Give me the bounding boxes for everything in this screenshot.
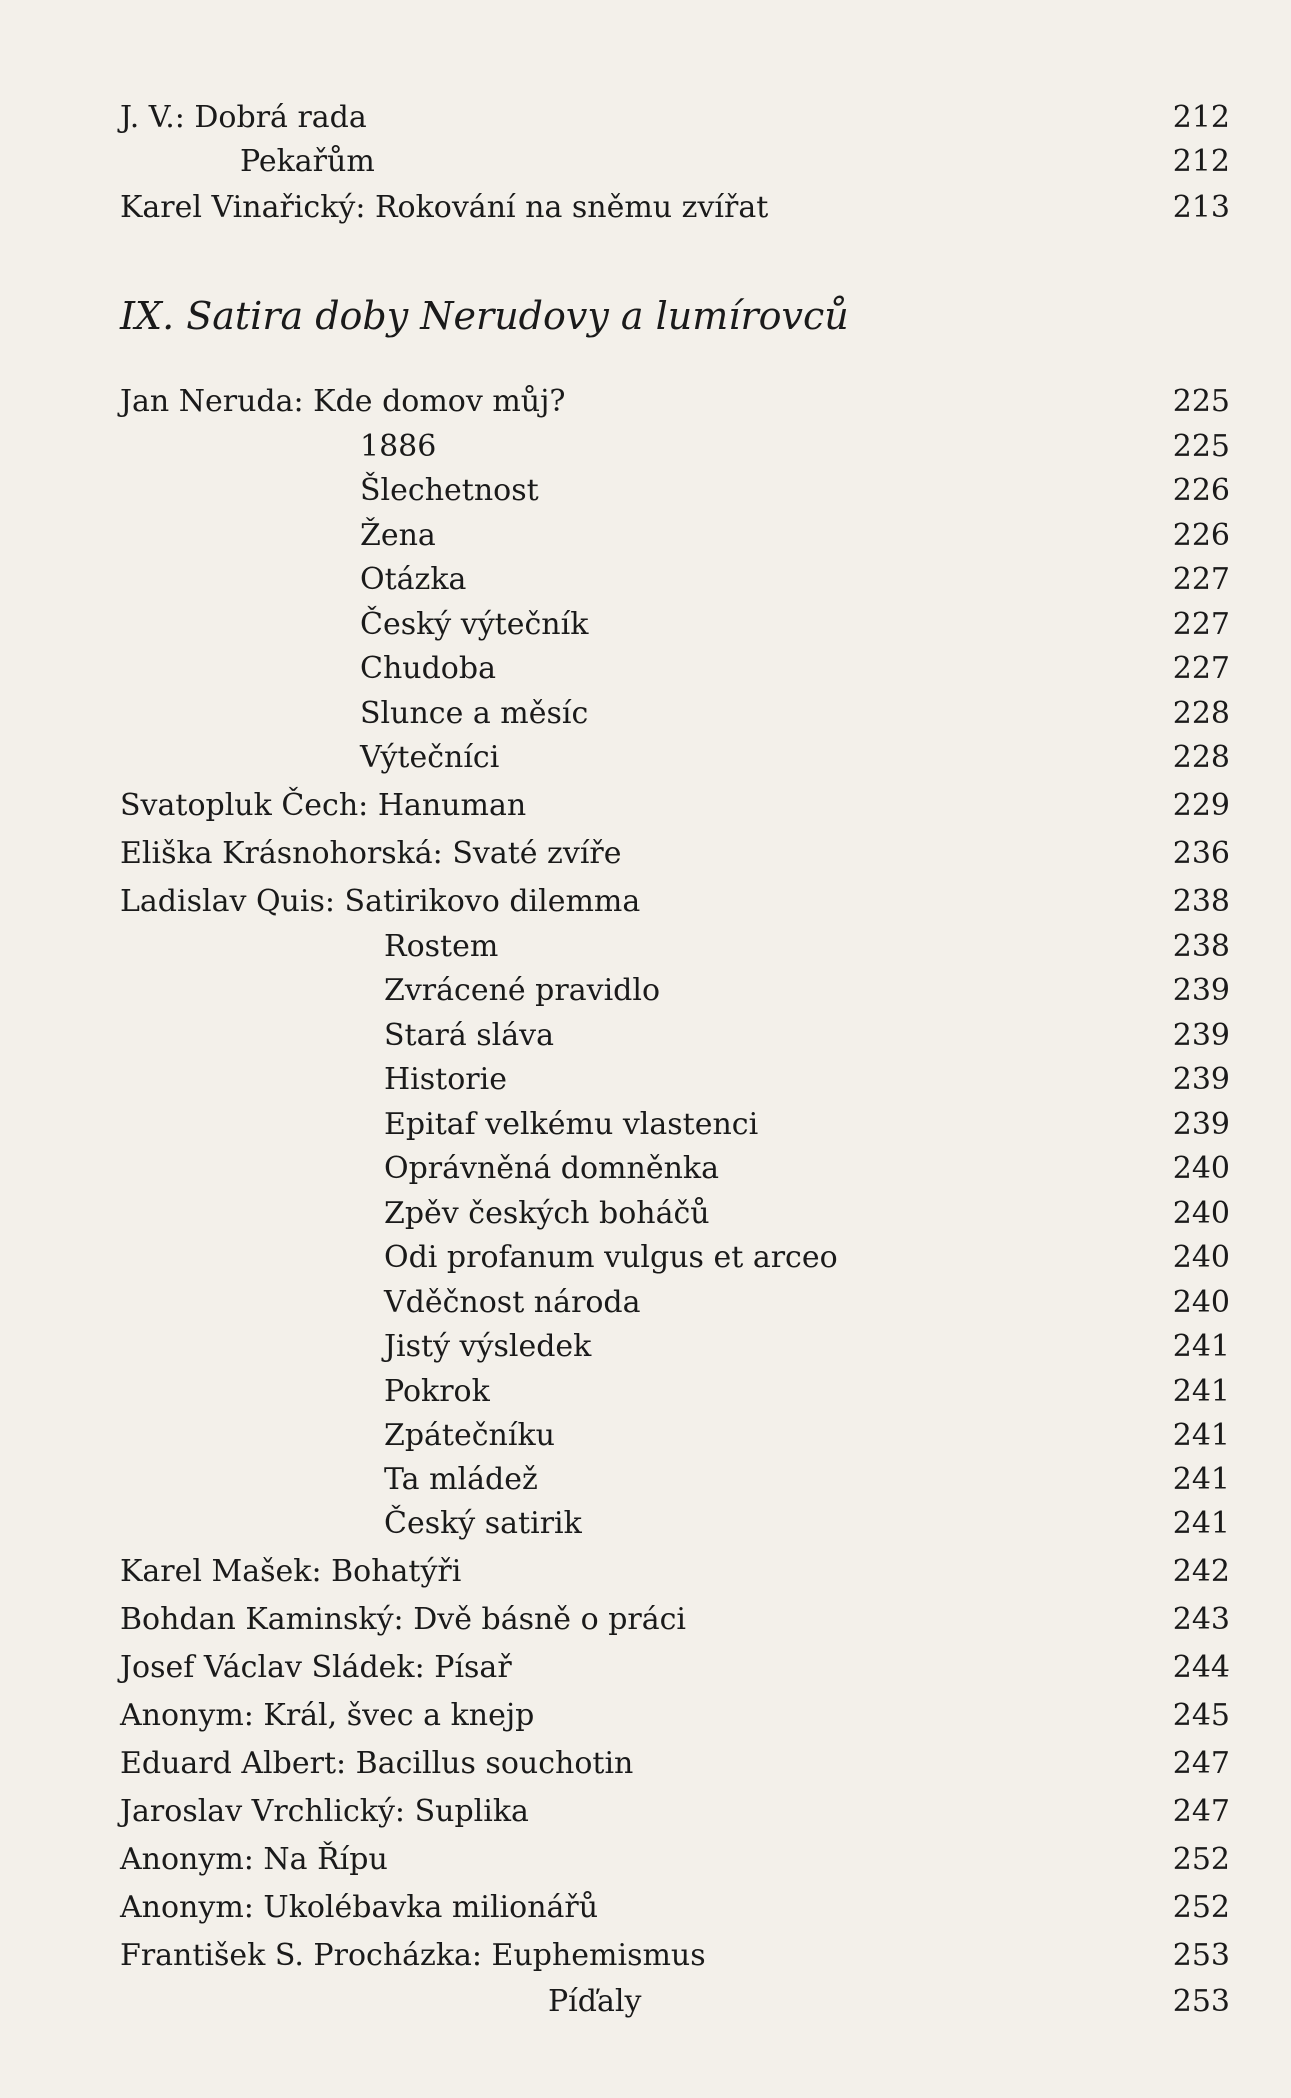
- toc-entry: [120, 514, 1230, 558]
- toc-entry-page: 252: [1172, 1842, 1230, 1877]
- toc-entry-title: Jistý výsledek: [384, 1329, 592, 1364]
- toc-entry-title: Zpěv českých boháčů: [384, 1196, 710, 1231]
- toc-entry-page: 247: [1172, 1794, 1230, 1829]
- toc-entry-page: 213: [1172, 190, 1230, 225]
- toc-entry-title: Slunce a měsíc: [360, 696, 589, 731]
- toc-entry: [120, 647, 1230, 691]
- toc-entry-page: 252: [1172, 1890, 1230, 1925]
- toc-entry-title: Český výtečník: [360, 607, 589, 642]
- section-heading: IX. Satira doby Nerudovy a lumírovců: [120, 294, 849, 338]
- toc-entry-page: 253: [1172, 1938, 1230, 1973]
- toc-entry-title: Eliška Krásnohorská: Svaté zvíře: [120, 836, 622, 871]
- toc-entry: [120, 1458, 1230, 1502]
- toc-entry: [120, 1934, 1230, 1978]
- toc-entry-page: 238: [1172, 929, 1230, 964]
- toc-entry-page: 243: [1172, 1602, 1230, 1637]
- toc-entry-title: Výtečníci: [360, 740, 500, 775]
- toc-entry: [120, 1742, 1230, 1786]
- toc-entry-page: 236: [1172, 836, 1230, 871]
- toc-entry-title: Anonym: Na Řípu: [120, 1842, 388, 1877]
- toc-entry-title: Jan Neruda: Kde domov můj?: [120, 384, 566, 419]
- toc-entry: [120, 1236, 1230, 1280]
- toc-entry-title: Stará sláva: [384, 1018, 554, 1053]
- toc-entry: [120, 425, 1230, 469]
- toc-entry-page: 239: [1172, 973, 1230, 1008]
- toc-entry: [120, 1502, 1230, 1546]
- toc-entry-title: Svatopluk Čech: Hanuman: [120, 788, 527, 823]
- toc-entry-title: Žena: [360, 518, 436, 553]
- toc-entry-title: Zpátečníku: [384, 1418, 555, 1453]
- toc-entry: [120, 186, 1230, 230]
- toc-entry: [120, 558, 1230, 602]
- toc-entry-page: 227: [1172, 651, 1230, 686]
- toc-entry-page: 242: [1172, 1554, 1230, 1589]
- toc-entry-page: 247: [1172, 1746, 1230, 1781]
- toc-entry: [120, 1058, 1230, 1102]
- toc-entry-page: 240: [1172, 1285, 1230, 1320]
- toc-entry-page: 225: [1172, 429, 1230, 464]
- toc-entry-page: 238: [1172, 884, 1230, 919]
- toc-entry-page: 226: [1172, 518, 1230, 553]
- toc-entry-title: Karel Vinařický: Rokování na sněmu zvířat: [120, 190, 769, 225]
- toc-entry-title: J. V.: Dobrá rada: [120, 100, 367, 135]
- toc-entry-title: Jaroslav Vrchlický: Suplika: [120, 1794, 529, 1829]
- toc-entry: [120, 1370, 1230, 1414]
- toc-entry: [120, 1646, 1230, 1690]
- toc-entry-page: 212: [1172, 144, 1230, 179]
- toc-entry: [120, 1886, 1230, 1930]
- toc-entry-page: 228: [1172, 740, 1230, 775]
- toc-entry-title: Chudoba: [360, 651, 496, 686]
- toc-entry-title: Píďaly: [548, 1984, 642, 2019]
- toc-entry-title: Eduard Albert: Bacillus souchotin: [120, 1746, 634, 1781]
- toc-entry: [120, 692, 1230, 736]
- toc-entry-title: Ladislav Quis: Satirikovo dilemma: [120, 884, 641, 919]
- toc-entry-page: 240: [1172, 1240, 1230, 1275]
- toc-entry-page: 241: [1172, 1329, 1230, 1364]
- toc-entry-page: 226: [1172, 473, 1230, 508]
- toc-entry-page: 245: [1172, 1698, 1230, 1733]
- toc-entry-page: 228: [1172, 696, 1230, 731]
- toc-entry-title: Český satirik: [384, 1506, 582, 1541]
- toc-entry: [120, 140, 1230, 184]
- toc-entry-title: Ta mládež: [384, 1462, 538, 1497]
- toc-entry: [120, 603, 1230, 647]
- toc-entry-title: Rostem: [384, 929, 499, 964]
- toc-entry-title: Historie: [384, 1062, 507, 1097]
- toc-entry-title: Oprávněná domněnka: [384, 1151, 719, 1186]
- toc-entry-page: 212: [1172, 100, 1230, 135]
- toc-entry-title: Otázka: [360, 562, 467, 597]
- toc-entry: [120, 1980, 1230, 2024]
- toc-entry: [120, 1598, 1230, 1642]
- toc-entry-page: 227: [1172, 607, 1230, 642]
- toc-entry-page: 244: [1172, 1650, 1230, 1685]
- toc-entry-title: Epitaf velkému vlastenci: [384, 1107, 759, 1142]
- toc-entry-page: 241: [1172, 1374, 1230, 1409]
- toc-entry: [120, 1014, 1230, 1058]
- toc-entry-title: Pekařům: [240, 144, 375, 179]
- toc-entry: [120, 1414, 1230, 1458]
- toc-entry: [120, 736, 1230, 780]
- toc-entry: [120, 1550, 1230, 1594]
- toc-entry: [120, 1694, 1230, 1738]
- toc-entry: [120, 880, 1230, 924]
- toc-entry-title: Bohdan Kaminský: Dvě básně o práci: [120, 1602, 687, 1637]
- toc-entry-title: Odi profanum vulgus et arceo: [384, 1240, 838, 1275]
- toc-entry: [120, 469, 1230, 513]
- toc-entry: [120, 832, 1230, 876]
- toc-entry: [120, 1192, 1230, 1236]
- toc-entry-title: Anonym: Král, švec a knejp: [120, 1698, 535, 1733]
- toc-entry-title: Josef Václav Sládek: Písař: [120, 1650, 512, 1685]
- toc-entry-page: 225: [1172, 384, 1230, 419]
- toc-entry: [120, 1281, 1230, 1325]
- toc-entry-page: 241: [1172, 1462, 1230, 1497]
- toc-entry: [120, 1790, 1230, 1834]
- toc-entry-page: 240: [1172, 1196, 1230, 1231]
- toc-entry-page: 239: [1172, 1107, 1230, 1142]
- toc-entry-title: Šlechetnost: [360, 473, 539, 508]
- toc-entry-page: 229: [1172, 788, 1230, 823]
- toc-entry: [120, 925, 1230, 969]
- toc-entry-title: 1886: [360, 429, 437, 464]
- toc-entry-title: Zvrácené pravidlo: [384, 973, 661, 1008]
- toc-entry-page: 240: [1172, 1151, 1230, 1186]
- toc-entry: [120, 1103, 1230, 1147]
- toc-entry: [120, 1325, 1230, 1369]
- toc-entry: [120, 784, 1230, 828]
- toc-entry-title: Pokrok: [384, 1374, 490, 1409]
- toc-entry-title: Anonym: Ukolébavka milionářů: [120, 1890, 599, 1925]
- toc-entry-page: 239: [1172, 1018, 1230, 1053]
- toc-entry-title: František S. Procházka: Euphemismus: [120, 1938, 706, 1973]
- toc-entry: [120, 380, 1230, 424]
- toc-entry-page: 253: [1172, 1984, 1230, 2019]
- toc-entry-page: 241: [1172, 1418, 1230, 1453]
- toc-entry: [120, 1147, 1230, 1191]
- toc-entry: [120, 969, 1230, 1013]
- toc-entry: [120, 96, 1230, 140]
- toc-entry: [120, 1838, 1230, 1882]
- toc-entry-title: Karel Mašek: Bohatýři: [120, 1554, 462, 1589]
- toc-entry-page: 227: [1172, 562, 1230, 597]
- toc-entry-page: 239: [1172, 1062, 1230, 1097]
- toc-entry-page: 241: [1172, 1506, 1230, 1541]
- toc-entry-title: Vděčnost národa: [384, 1285, 641, 1320]
